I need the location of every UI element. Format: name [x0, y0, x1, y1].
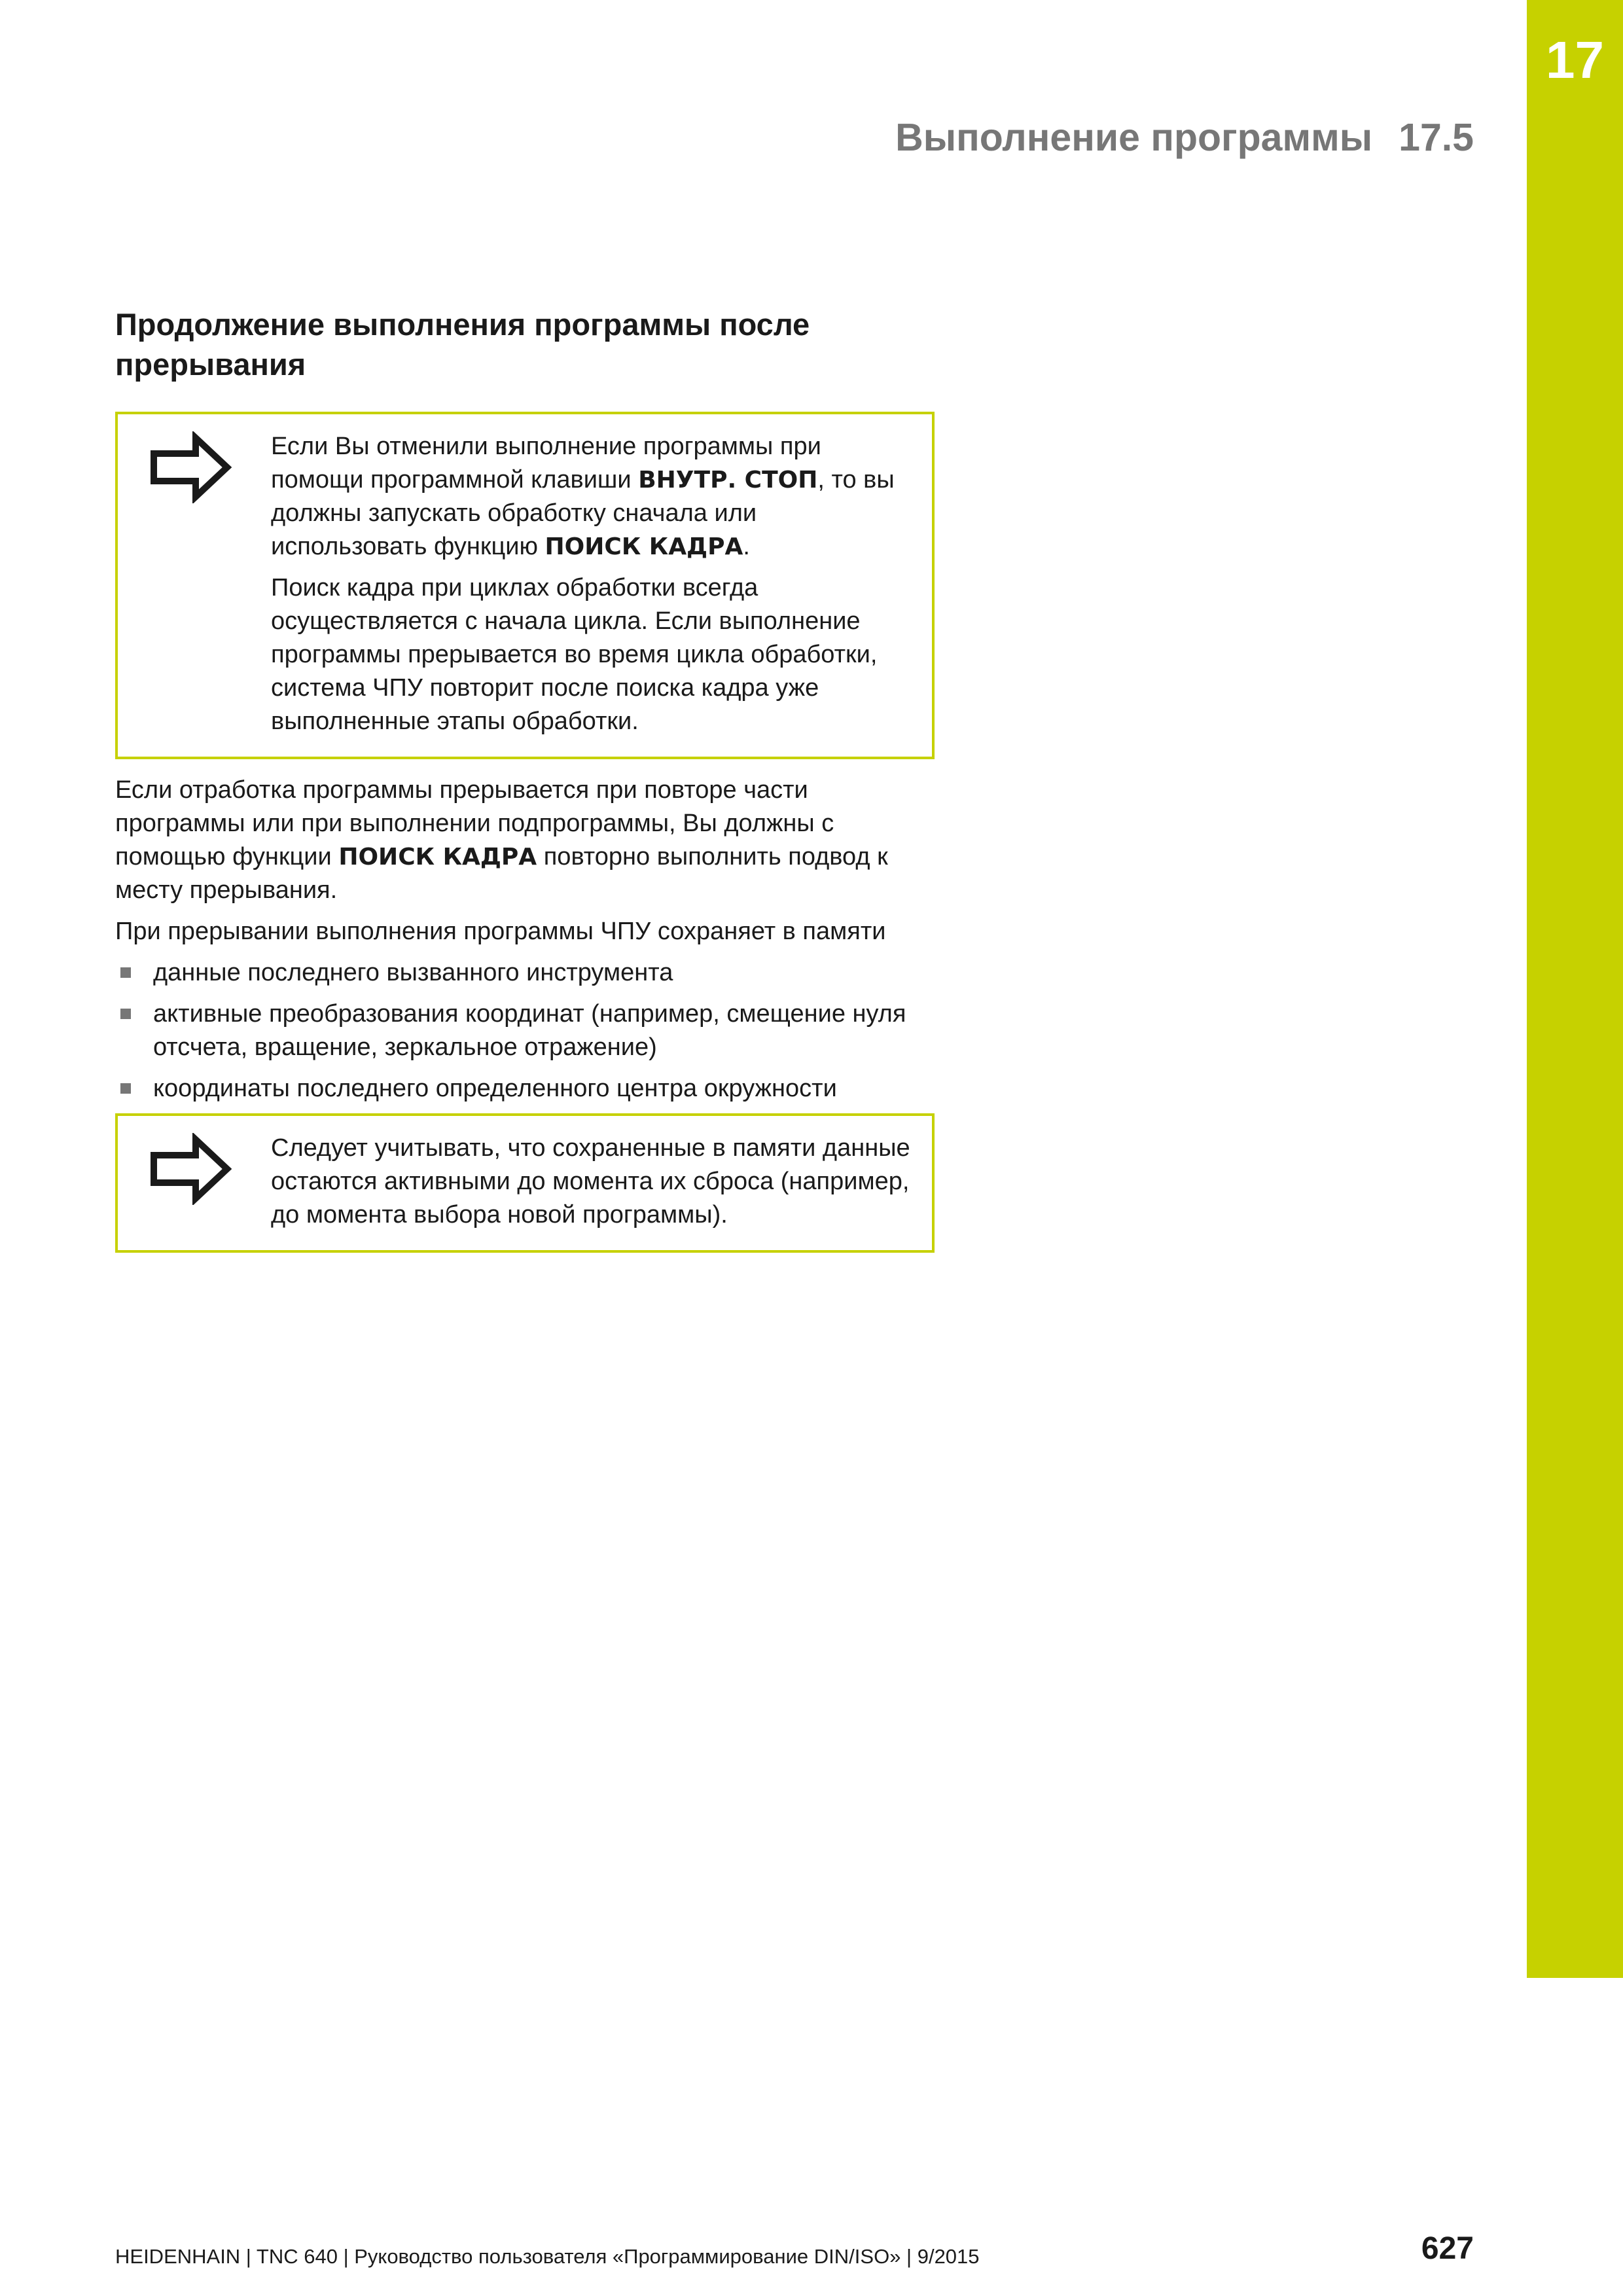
softkey-block-scan: ПОИСК КАДРА	[544, 533, 743, 560]
note1-text-b: , то вы должны запускать обработку сначала или использовать функцию	[271, 466, 895, 560]
running-header-title: Выполнение программы	[895, 116, 1373, 159]
section-title-line2: прерывания	[115, 347, 306, 382]
section-title-line1: Продолжение выполнения программы после	[115, 307, 810, 342]
running-header	[895, 117, 1474, 159]
section-title	[115, 304, 935, 384]
softkey-block-scan-inline: ПОИСК КАДРА	[338, 844, 537, 870]
main-content	[115, 304, 935, 1253]
square-bullet-icon	[120, 1083, 131, 1094]
body-paragraph2: При прерывании выполнения программы ЧПУ сохраняет в памяти	[115, 918, 886, 945]
note1-paragraph1	[271, 430, 918, 564]
list-item-text: данные последнего вызванного инструмента	[153, 959, 673, 986]
saved-data-list	[115, 956, 935, 1105]
chapter-number: 17	[1546, 31, 1604, 89]
square-bullet-icon	[120, 967, 131, 978]
note1-text-c: .	[743, 533, 750, 560]
chapter-side-tab	[1527, 0, 1623, 1978]
list-item	[115, 956, 935, 990]
note-box-1	[115, 412, 935, 759]
note1-text-a: Если Вы отменили выполнение программы при помощи программной клавиши	[271, 433, 821, 493]
note1-paragraph2: Поиск кадра при циклах обработки всегда осуществляется с начала цикла. Если выполнение программы прерывается во время цикла обработки, система ЧПУ повторит после поиска кадра уже выполненные этапы обработки.	[271, 574, 878, 735]
body-paragraph1-text-b: повторно выполнить подвод к месту прерывания.	[115, 843, 888, 904]
body-paragraph1-text-a: Если отработка программы прерывается при повторе части программы или при выполнении подпрограммы, Вы должны с помощью функции	[115, 776, 834, 870]
note-box-2	[115, 1113, 935, 1253]
body-paragraph1	[115, 774, 935, 907]
page-number: 627	[1421, 2231, 1474, 2266]
running-header-section: 17.5	[1399, 116, 1474, 159]
softkey-internal-stop: ВНУТР. СТОП	[638, 467, 818, 493]
list-item-text: координаты последнего определенного центра окружности	[153, 1075, 837, 1102]
note2-paragraph1: Следует учитывать, что сохраненные в памяти данные остаются активными до момента их сброса (например, до момента выбора новой программы).	[271, 1134, 910, 1229]
right-arrow-outline-icon	[149, 1133, 232, 1205]
list-item	[115, 1072, 935, 1105]
list-item-text: активные преобразования координат (например, смещение нуля отсчета, вращение, зеркальное отражение)	[153, 1000, 906, 1061]
right-arrow-outline-icon	[149, 431, 232, 503]
page-footer: HEIDENHAIN | TNC 640 | Руководство пользователя «Программирование DIN/ISO» | 9/2015	[115, 2245, 980, 2268]
list-item	[115, 997, 935, 1064]
square-bullet-icon	[120, 1009, 131, 1019]
